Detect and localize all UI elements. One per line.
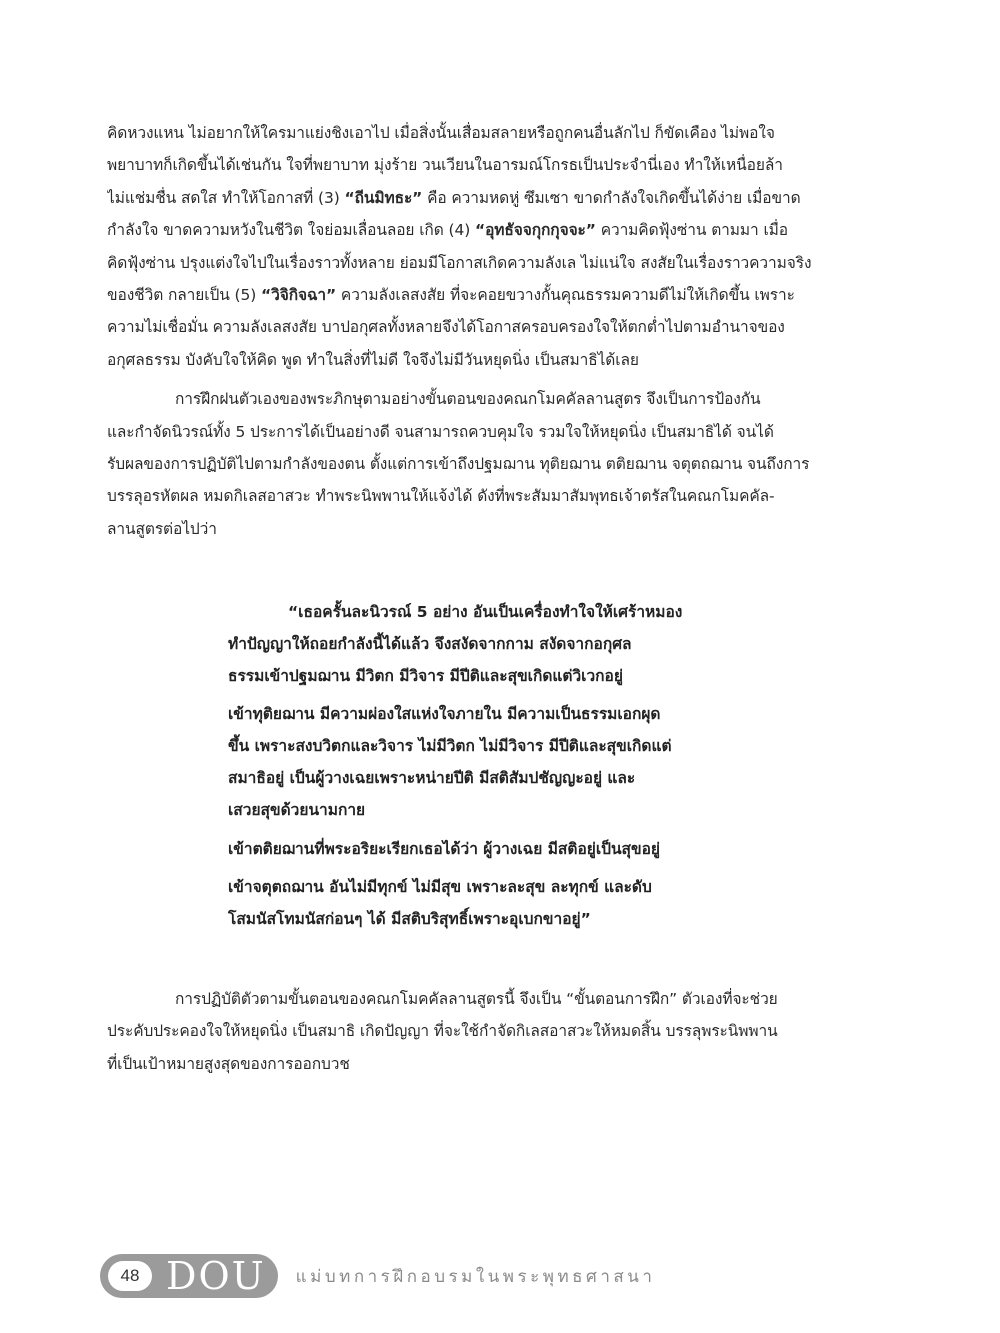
paragraph-3 xyxy=(107,983,882,1080)
term-thinamiddha: “ถีนมิทธะ” xyxy=(344,188,423,207)
sutta-quote xyxy=(228,597,748,943)
quote-line: โสมนัสโทมนัสก่อนๆ ได้ มีสติบริสุทธิ์เพราะอุเบกขาอยู่” xyxy=(228,910,591,929)
page-number: 48 xyxy=(108,1261,152,1291)
text-line: การฝึกฝนตัวเองของพระภิกษุตามอย่างขั้นตอนของคณกโมคคัลลานสูตร จึงเป็นการป้องกัน xyxy=(175,390,761,409)
text-line: คิดหวงแหน ไม่อยากให้ใครมาแย่งชิงเอาไป เมื่อสิ่งนั้นเสื่อมสลายหรือถูกคนอื่นลักไป ก็ขัดเคือง ไม่พอใจ xyxy=(107,124,775,142)
text-line: คิดฟุ้งซ่าน ปรุงแต่งใจไปในเรื่องราวทั้งหลาย ย่อมมีโอกาสเกิดความลังเล ไม่แน่ใจ สงสัยในเรื่องราวความจริง xyxy=(107,253,812,272)
book-title: แม่บทการฝึกอบรมในพระพุทธศาสนา xyxy=(295,1266,656,1287)
text-line: บรรลุอรหัตผล หมดกิเลสอาสวะ ทำพระนิพพานให้แจ้งได้ ดังที่พระสัมมาสัมพุทธเจ้าตรัสในคณกโมคคัล- xyxy=(107,487,775,506)
text-line: และกำจัดนิวรณ์ทั้ง 5 ประการได้เป็นอย่างดี จนสามารถควบคุมใจ รวมใจให้หยุดนิ่ง เป็นสมาธิได้ จนได้ xyxy=(107,422,774,441)
quote-block-fourth-jhana xyxy=(228,872,748,936)
main-text xyxy=(107,117,882,545)
text-line: ที่เป็นเป้าหมายสูงสุดของการออกบวช xyxy=(107,1054,350,1073)
dou-logo: DOU xyxy=(166,1254,266,1298)
text-line: รับผลของการปฏิบัติไปตามกำลังของตน ตั้งแต่การเข้าถึงปฐมฌาน ทุติยฌาน ตติยฌาน จตุตถฌาน จนถึงการ xyxy=(107,455,810,474)
text-line: ลานสูตรต่อไปว่า xyxy=(107,519,217,538)
quote-line: ขึ้น เพราะสงบวิตกและวิจาร ไม่มีวิตก ไม่มีวิจาร มีปีติและสุขเกิดแต่ xyxy=(228,737,672,756)
quote-line: เข้าจตุตถฌาน อันไม่มีทุกข์ ไม่มีสุข เพราะละสุข ละทุกข์ และดับ xyxy=(228,878,652,897)
quote-line: เข้าทุติยฌาน มีความผ่องใสแห่งใจภายใน มีความเป็นธรรมเอกผุด xyxy=(228,705,661,724)
text-line: พยาบาทก็เกิดขึ้นได้เช่นกัน ใจที่พยาบาท มุ่งร้าย วนเวียนในอารมณ์โกรธเป็นประจำนี่เอง ทำให้เหนื่อยล้า xyxy=(107,156,783,175)
term-uddhacca-kukkucca: “อุทธัจจกุกกุจจะ” xyxy=(475,221,596,240)
text-line: ไม่แช่มชื่น สดใส ทำให้โอกาสที่ (3) “ถีนมิทธะ” คือ ความหดหู่ ซึมเซา ขาดกำลังใจเกิดขึ้นได้ง่าย เมื่อขาด xyxy=(107,188,801,207)
paragraph-2 xyxy=(107,383,882,545)
quote-block-third-jhana xyxy=(228,834,748,866)
quote-block-second-jhana xyxy=(228,699,748,826)
text-line: อกุศลธรรม บังคับใจให้คิด พูด ทำในสิ่งที่ไม่ดี ใจจึงไม่มีวันหยุดนิ่ง เป็นสมาธิได้เลย xyxy=(107,350,639,369)
text-line: ของชีวิต กลายเป็น (5) “วิจิกิจฉา” ความลังเลสงสัย ที่จะคอยขวางกั้นคุณธรรมความดีไม่ให้เกิดขึ้น เพราะ xyxy=(107,286,795,305)
text-line: การปฏิบัติตัวตามขั้นตอนของคณกโมคคัลลานสูตรนี้ จึงเป็น “ขั้นตอนการฝึก” ตัวเองที่จะช่วย xyxy=(175,990,778,1008)
quote-line: เสวยสุขด้วยนามกาย xyxy=(228,800,366,819)
term-vicikiccha: “วิจิกิจฉา” xyxy=(261,286,337,305)
text-line: ประคับประคองใจให้หยุดนิ่ง เป็นสมาธิ เกิดปัญญา ที่จะใช้กำจัดกิเลสอาสวะให้หมดสิ้น บรรลุพระนิพพาน xyxy=(107,1022,778,1041)
quote-block-first-jhana xyxy=(228,597,748,692)
quote-line: ธรรมเข้าปฐมฌาน มีวิตก มีวิจาร มีปีติและสุขเกิดแต่วิเวกอยู่ xyxy=(228,666,623,685)
quote-line: ทำปัญญาให้ถอยกำลังนี้ได้แล้ว จึงสงัดจากกาม สงัดจากอกุศล xyxy=(228,634,632,653)
quote-line: “เธอครั้นละนิวรณ์ 5 อย่าง อันเป็นเครื่องทำใจให้เศร้าหมอง xyxy=(288,603,683,621)
footer-badge xyxy=(100,1254,278,1298)
closing-text xyxy=(107,983,882,1080)
quote-line: เข้าตติยฌานที่พระอริยะเรียกเธอได้ว่า ผู้วางเฉย มีสติอยู่เป็นสุขอยู่ xyxy=(228,839,661,858)
paragraph-1 xyxy=(107,117,882,376)
page-footer xyxy=(100,1252,655,1300)
quote-line: สมาธิอยู่ เป็นผู้วางเฉยเพราะหน่ายปีติ มีสติสัมปชัญญะอยู่ และ xyxy=(228,768,636,787)
text-line: ความไม่เชื่อมั่น ความลังเลสงสัย บาปอกุศลทั้งหลายจึงได้โอกาสครอบครองใจให้ตกต่ำไปตามอำนาจของ xyxy=(107,318,785,337)
text-line: กำลังใจ ขาดความหวังในชีวิต ใจย่อมเลื่อนลอย เกิด (4) “อุทธัจจกุกกุจจะ” ความคิดฟุ้งซ่าน ตามมา เมื่อ xyxy=(107,221,788,240)
